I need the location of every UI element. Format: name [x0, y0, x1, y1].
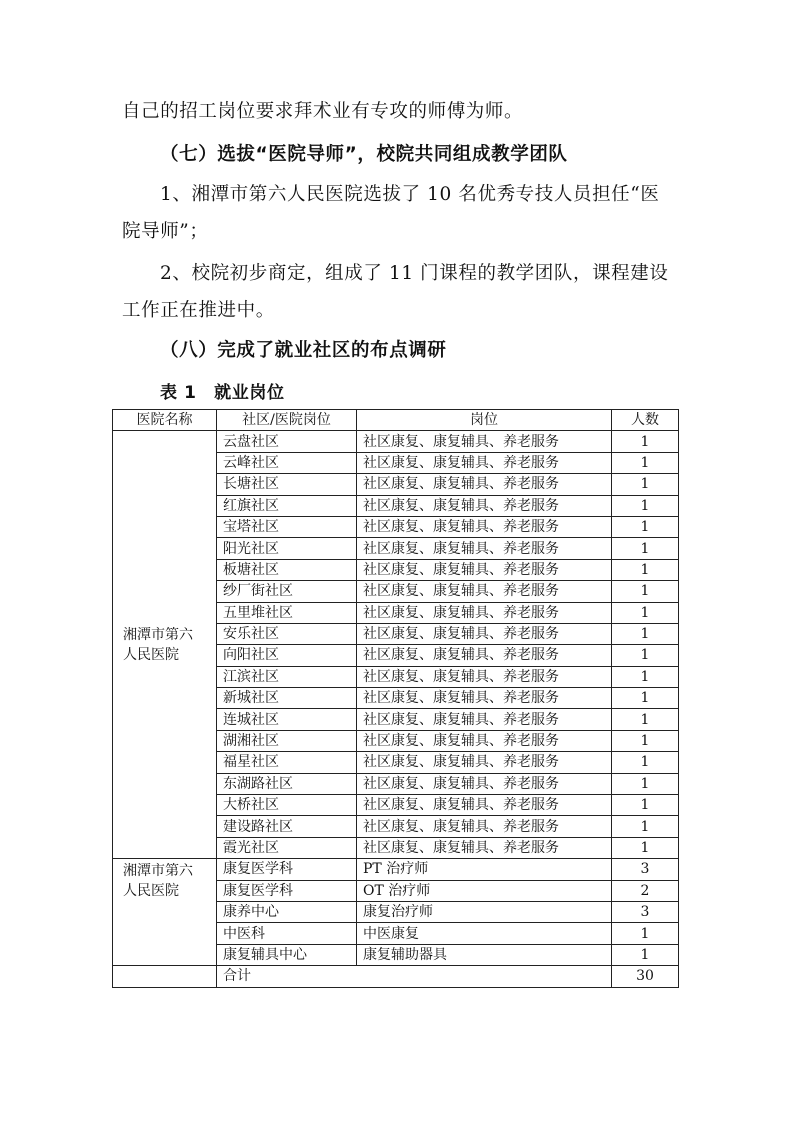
- post-cell: 湖湘社区: [217, 730, 357, 751]
- count-cell: 1: [612, 688, 679, 709]
- count-cell: 1: [612, 538, 679, 559]
- section-heading-7: （七）选拔“医院导师”，校院共同组成教学团队: [160, 144, 568, 165]
- count-cell: 1: [612, 645, 679, 666]
- post-cell: 康复辅具中心: [217, 944, 357, 965]
- count-cell: 1: [612, 431, 679, 452]
- post-cell: 板塘社区: [217, 559, 357, 580]
- item-2-line-1: 2、校院初步商定，组成了 11 门课程的教学团队，课程建设: [160, 263, 669, 284]
- count-cell: 1: [612, 816, 679, 837]
- position-cell: 社区康复、康复辅具、养老服务: [357, 452, 612, 473]
- position-cell: 社区康复、康复辅具、养老服务: [357, 516, 612, 537]
- post-cell: 康复医学科: [217, 880, 357, 901]
- count-cell: 1: [612, 773, 679, 794]
- count-cell: 1: [612, 923, 679, 944]
- count-cell: 1: [612, 452, 679, 473]
- count-cell: 1: [612, 474, 679, 495]
- position-cell: 社区康复、康复辅具、养老服务: [357, 666, 612, 687]
- post-cell: 江滨社区: [217, 666, 357, 687]
- post-cell: 中医科: [217, 923, 357, 944]
- header-count: 人数: [612, 410, 679, 431]
- position-cell: OT 治疗师: [357, 880, 612, 901]
- table-row: [113, 431, 679, 452]
- hospital-name-cell: 湘潭市第六人民医院: [113, 431, 217, 859]
- post-cell: 五里堆社区: [217, 602, 357, 623]
- count-cell: 3: [612, 901, 679, 922]
- post-cell: 云峰社区: [217, 452, 357, 473]
- post-cell: 红旗社区: [217, 495, 357, 516]
- count-cell: 1: [612, 752, 679, 773]
- count-cell: 1: [612, 559, 679, 580]
- position-cell: 社区康复、康复辅具、养老服务: [357, 495, 612, 516]
- position-cell: 康复辅助器具: [357, 944, 612, 965]
- count-cell: 1: [612, 944, 679, 965]
- count-cell: 1: [612, 581, 679, 602]
- position-cell: 社区康复、康复辅具、养老服务: [357, 816, 612, 837]
- position-cell: 社区康复、康复辅具、养老服务: [357, 623, 612, 644]
- post-cell: 长塘社区: [217, 474, 357, 495]
- hospital-name-cell: 湘潭市第六人民医院: [113, 859, 217, 966]
- post-cell: 宝塔社区: [217, 516, 357, 537]
- post-cell: 福星社区: [217, 752, 357, 773]
- header-position: 岗位: [357, 410, 612, 431]
- post-cell: 云盘社区: [217, 431, 357, 452]
- count-cell: 1: [612, 666, 679, 687]
- item-2-line-2: 工作正在推进中。: [122, 300, 275, 321]
- count-cell: 1: [612, 795, 679, 816]
- count-cell: 1: [612, 516, 679, 537]
- position-cell: 社区康复、康复辅具、养老服务: [357, 645, 612, 666]
- table-header-row: [113, 410, 679, 431]
- position-cell: 社区康复、康复辅具、养老服务: [357, 474, 612, 495]
- position-cell: 社区康复、康复辅具、养老服务: [357, 602, 612, 623]
- position-cell: 社区康复、康复辅具、养老服务: [357, 730, 612, 751]
- post-cell: 东湖路社区: [217, 773, 357, 794]
- position-cell: 社区康复、康复辅具、养老服务: [357, 688, 612, 709]
- post-cell: 霞光社区: [217, 837, 357, 858]
- post-cell: 大桥社区: [217, 795, 357, 816]
- count-cell: 1: [612, 730, 679, 751]
- item-1-line-2: 院导师”；: [122, 221, 209, 242]
- total-row: [113, 966, 679, 987]
- post-cell: 安乐社区: [217, 623, 357, 644]
- position-cell: 社区康复、康复辅具、养老服务: [357, 581, 612, 602]
- position-cell: 社区康复、康复辅具、养老服务: [357, 795, 612, 816]
- position-cell: 社区康复、康复辅具、养老服务: [357, 709, 612, 730]
- header-hospital: 医院名称: [113, 410, 217, 431]
- count-cell: 1: [612, 623, 679, 644]
- position-cell: 社区康复、康复辅具、养老服务: [357, 837, 612, 858]
- count-cell: 1: [612, 602, 679, 623]
- table-row: [113, 859, 679, 880]
- position-cell: 中医康复: [357, 923, 612, 944]
- table-body: [113, 410, 679, 988]
- count-cell: 1: [612, 709, 679, 730]
- post-cell: 建设路社区: [217, 816, 357, 837]
- position-cell: 康复治疗师: [357, 901, 612, 922]
- count-cell: 3: [612, 859, 679, 880]
- post-cell: 向阳社区: [217, 645, 357, 666]
- position-cell: 社区康复、康复辅具、养老服务: [357, 752, 612, 773]
- count-cell: 1: [612, 837, 679, 858]
- section-heading-8: （八）完成了就业社区的布点调研: [160, 340, 447, 361]
- post-cell: 康复医学科: [217, 859, 357, 880]
- position-cell: 社区康复、康复辅具、养老服务: [357, 559, 612, 580]
- intro-paragraph: 自己的招工岗位要求拜术业有专攻的师傅为师。: [122, 101, 524, 122]
- header-post: 社区/医院岗位: [217, 410, 357, 431]
- position-cell: 社区康复、康复辅具、养老服务: [357, 431, 612, 452]
- post-cell: 连城社区: [217, 709, 357, 730]
- count-cell: 2: [612, 880, 679, 901]
- item-1-line-1: 1、湘潭市第六人民医院选拔了 10 名优秀专技人员担任“医: [160, 184, 660, 205]
- post-cell: 阳光社区: [217, 538, 357, 559]
- post-cell: 康养中心: [217, 901, 357, 922]
- total-blank-cell: [113, 966, 217, 987]
- position-cell: PT 治疗师: [357, 859, 612, 880]
- post-cell: 新城社区: [217, 688, 357, 709]
- total-value: 30: [612, 966, 679, 987]
- count-cell: 1: [612, 495, 679, 516]
- table-caption: 表 1 就业岗位: [160, 383, 285, 403]
- post-cell: 纱厂街社区: [217, 581, 357, 602]
- total-label: 合计: [217, 966, 612, 987]
- employment-positions-table: [112, 409, 679, 988]
- position-cell: 社区康复、康复辅具、养老服务: [357, 538, 612, 559]
- position-cell: 社区康复、康复辅具、养老服务: [357, 773, 612, 794]
